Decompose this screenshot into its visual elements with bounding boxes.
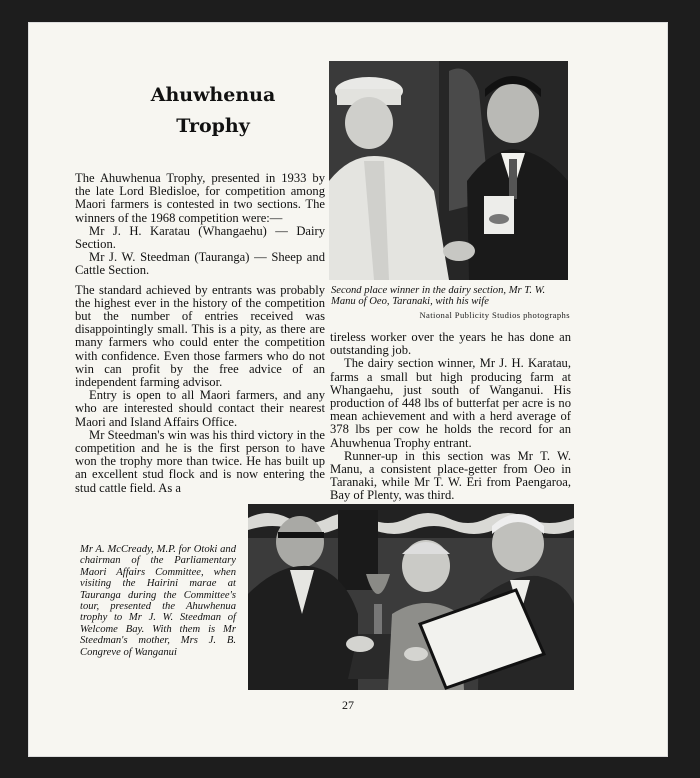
photo-bottom-caption: Mr A. McCready, M.P. for Otoki and chairman of the Parliamentary Maori Affairs Committee, when visiting the Hairini marae at Tauranga during the Committee's tour, presented the Ahuwhenua trophy to Mr J. W. Steedman of Welcome Bay. With them is Mr Steedman's mother, Mrs J. B. Congreve of Wanganui	[80, 544, 236, 658]
photo-credit: National Publicity Studios photographs	[419, 310, 570, 320]
photo-manu-couple	[329, 61, 568, 280]
right-text-column	[330, 331, 571, 503]
photo-top-caption: Second place winner in the dairy section, Mr T. W. Manu of Oeo, Taranaki, with his wife	[331, 285, 546, 308]
entry-paragraph: Entry is open to all Maori farmers, and any who are interested should contact their nearest Maori and Island Affairs Office.	[75, 388, 325, 429]
standard-paragraph: The standard achieved by entrants was probably the highest ever in the history of the competition but the number of entries received was disappointingly small. This is a pity, as there are many farmers who could enter the competition with confidence. Even those farmers who do not win can profit by the free advice of an independent farming advisor.	[75, 282, 325, 390]
document-page	[28, 22, 668, 757]
headline-line-2: Trophy	[176, 115, 250, 137]
photo-manu-image	[329, 61, 568, 280]
winner-dairy: Mr J. H. Karatau (Whangaehu) — Dairy Section.	[75, 223, 325, 252]
steedman-paragraph: Mr Steedman's win was his third victory in the competition and he is the first person to have won the trophy more than twice. He has built up an excellent stud flock and is now entering the stud cattle field. As a	[75, 427, 325, 495]
headline-line-1: Ahuwhenua	[150, 84, 276, 106]
intro-paragraph: The Ahuwhenua Trophy, presented in 1933 by the late Lord Bledisloe, for competition among Maori farmers is contested in two sections. The winners of the 1968 competition were:—	[75, 171, 325, 225]
dairy-winner-paragraph: The dairy section winner, Mr J. H. Karatau, farms a small but high producing farm at Whangaehu, just south of Wanganui. His production of 448 lbs of butterfat per acre is no mean achievement and with a herd average of 378 lbs per cow he holds the record for an Ahuwhenua Trophy entrant.	[330, 356, 571, 450]
steedman-continued: tireless worker over the years he has done an outstanding job.	[330, 330, 571, 358]
winner-sheep-cattle: Mr J. W. Steedman (Tauranga) — Sheep and Cattle Section.	[75, 250, 325, 278]
photo-trophy-presentation	[248, 504, 574, 690]
page-number: 27	[342, 698, 354, 712]
runner-up-paragraph: Runner-up in this section was Mr T. W. Manu, a consistent place-getter from Oeo in Taranaki, while Mr T. W. Eri from Paengaroa, Bay of Plenty, was third.	[330, 448, 571, 503]
left-text-column	[75, 172, 325, 495]
photo-trophy-image	[248, 504, 574, 690]
